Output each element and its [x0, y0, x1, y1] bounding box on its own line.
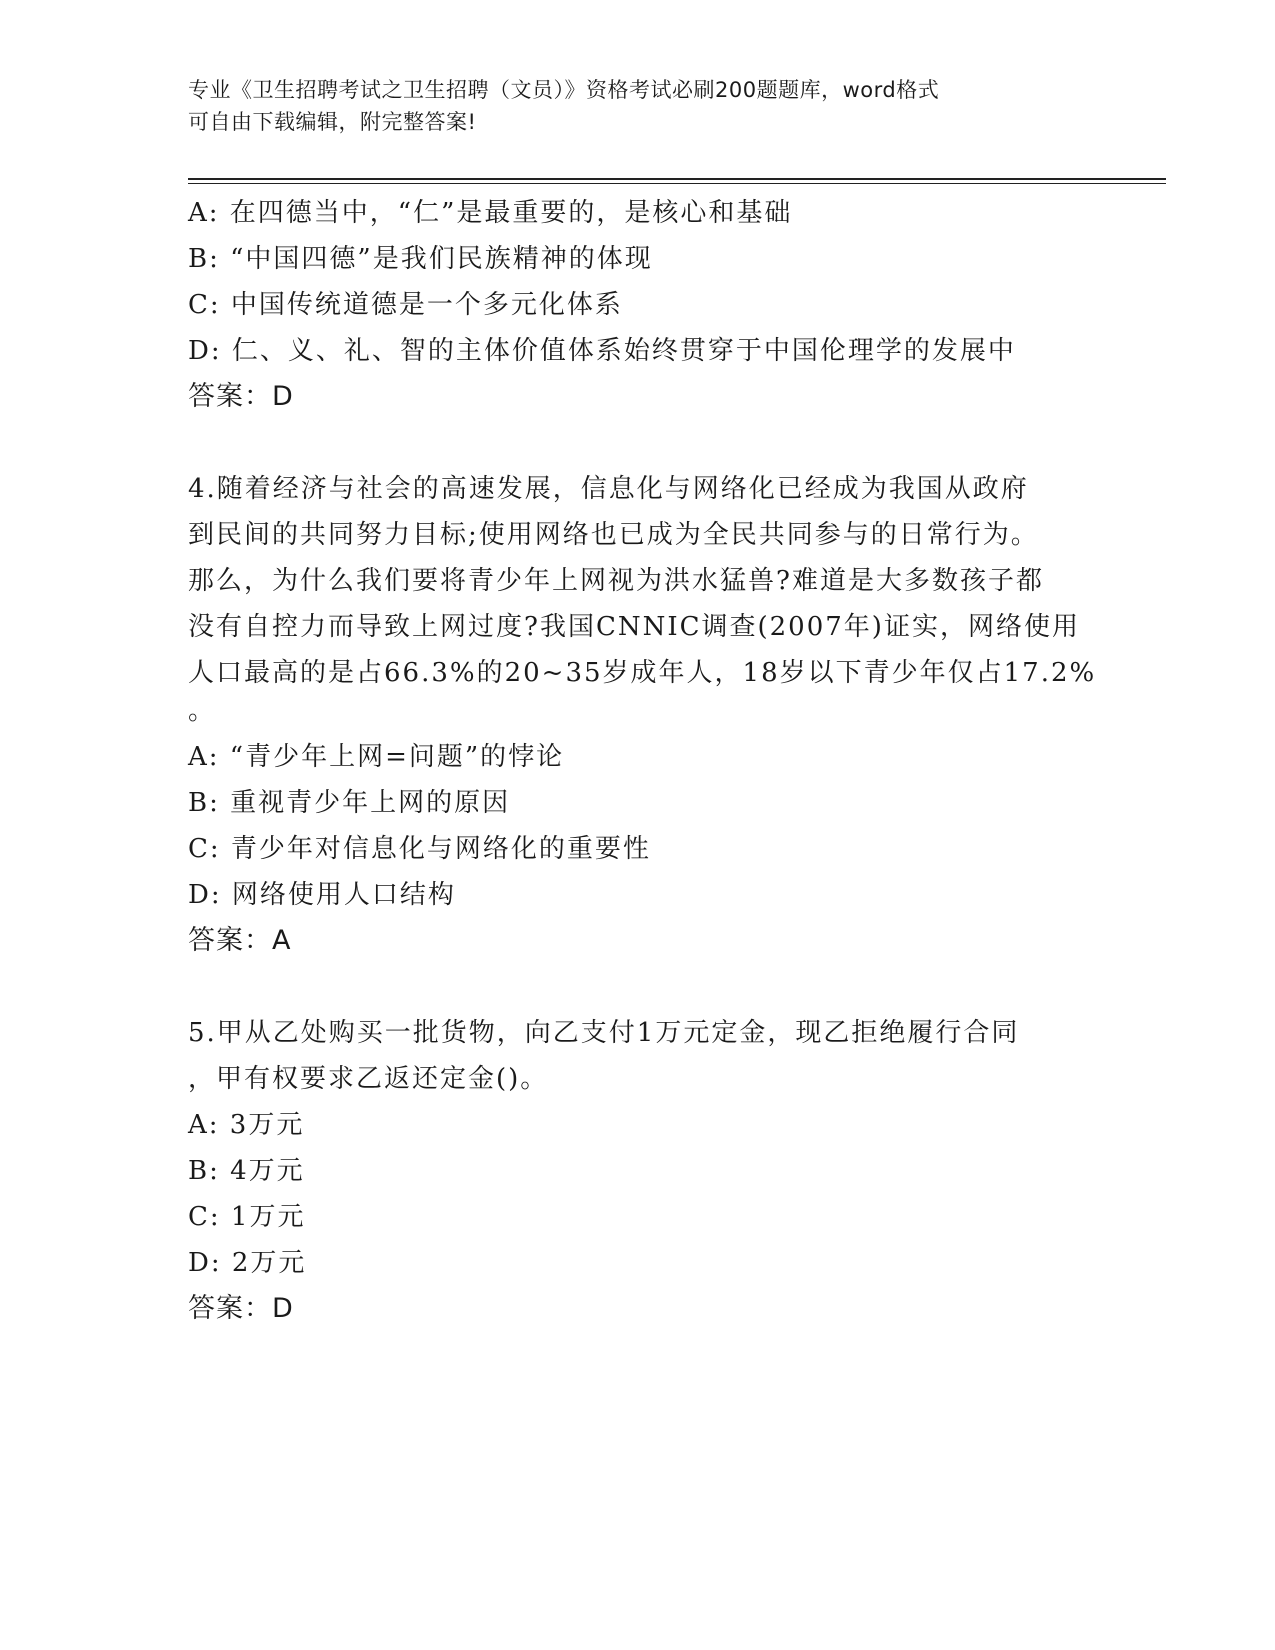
q4-option-c: C: 青少年对信息化与网络化的重要性	[188, 834, 651, 864]
spacer	[188, 964, 1088, 1010]
q3-option-b: B: “中国四德”是我们民族精神的体现	[188, 244, 653, 274]
q4-option-a: A: “青少年上网=问题”的悖论	[188, 742, 565, 772]
q3-option-a: A: 在四德当中，“仁”是最重要的，是核心和基础	[188, 198, 793, 228]
question-3	[188, 190, 1088, 420]
q4-stem-line-2: 到民间的共同努力目标;使用网络也已成为全民共同参与的日常行为。	[188, 520, 1039, 550]
q5-option-b: B: 4万元	[188, 1156, 305, 1186]
header-divider-thin	[188, 183, 1166, 184]
q4-stem-line-4: 没有自控力而导致上网过度?我国CNNIC调查(2007年)证实，网络使用	[188, 612, 1080, 642]
q4-stem-line-3: 那么，为什么我们要将青少年上网视为洪水猛兽?难道是大多数孩子都	[188, 566, 1044, 596]
q3-answer: 答案：D	[188, 381, 294, 412]
q4-answer: 答案：A	[188, 925, 292, 956]
header-title-line-2: 可自由下载编辑，附完整答案!	[188, 110, 477, 134]
q5-stem-line-2: ，甲有权要求乙返还定金()。	[188, 1064, 549, 1094]
header-title-line-1: 专业《卫生招聘考试之卫生招聘（文员）》资格考试必刷200题题库，word格式	[188, 78, 940, 102]
q4-stem-line-1: 4.随着经济与社会的高速发展，信息化与网络化已经成为我国从政府	[188, 474, 1029, 504]
document-body	[188, 190, 1097, 1332]
question-5	[188, 1010, 1088, 1332]
question-4	[188, 466, 1097, 964]
q5-option-c: C: 1万元	[188, 1202, 306, 1232]
q3-option-d: D: 仁、义、礼、智的主体价值体系始终贯穿于中国伦理学的发展中	[188, 336, 1016, 366]
q3-option-c: C: 中国传统道德是一个多元化体系	[188, 290, 623, 320]
q5-option-a: A: 3万元	[188, 1110, 305, 1140]
header-divider-thick	[188, 178, 1166, 180]
q4-option-b: B: 重视青少年上网的原因	[188, 788, 511, 818]
q5-stem-line-1: 5.甲从乙处购买一批货物，向乙支付1万元定金，现乙拒绝履行合同	[188, 1018, 1020, 1048]
spacer	[188, 420, 1088, 466]
document-header	[188, 74, 1088, 138]
q5-answer: 答案：D	[188, 1293, 294, 1324]
q4-option-d: D: 网络使用人口结构	[188, 880, 456, 910]
q4-stem-line-5: 人口最高的是占66.3%的20~35岁成年人，18岁以下青少年仅占17.2%	[188, 658, 1097, 688]
q5-option-d: D: 2万元	[188, 1248, 307, 1278]
q4-stem-line-6: 。	[188, 696, 217, 726]
